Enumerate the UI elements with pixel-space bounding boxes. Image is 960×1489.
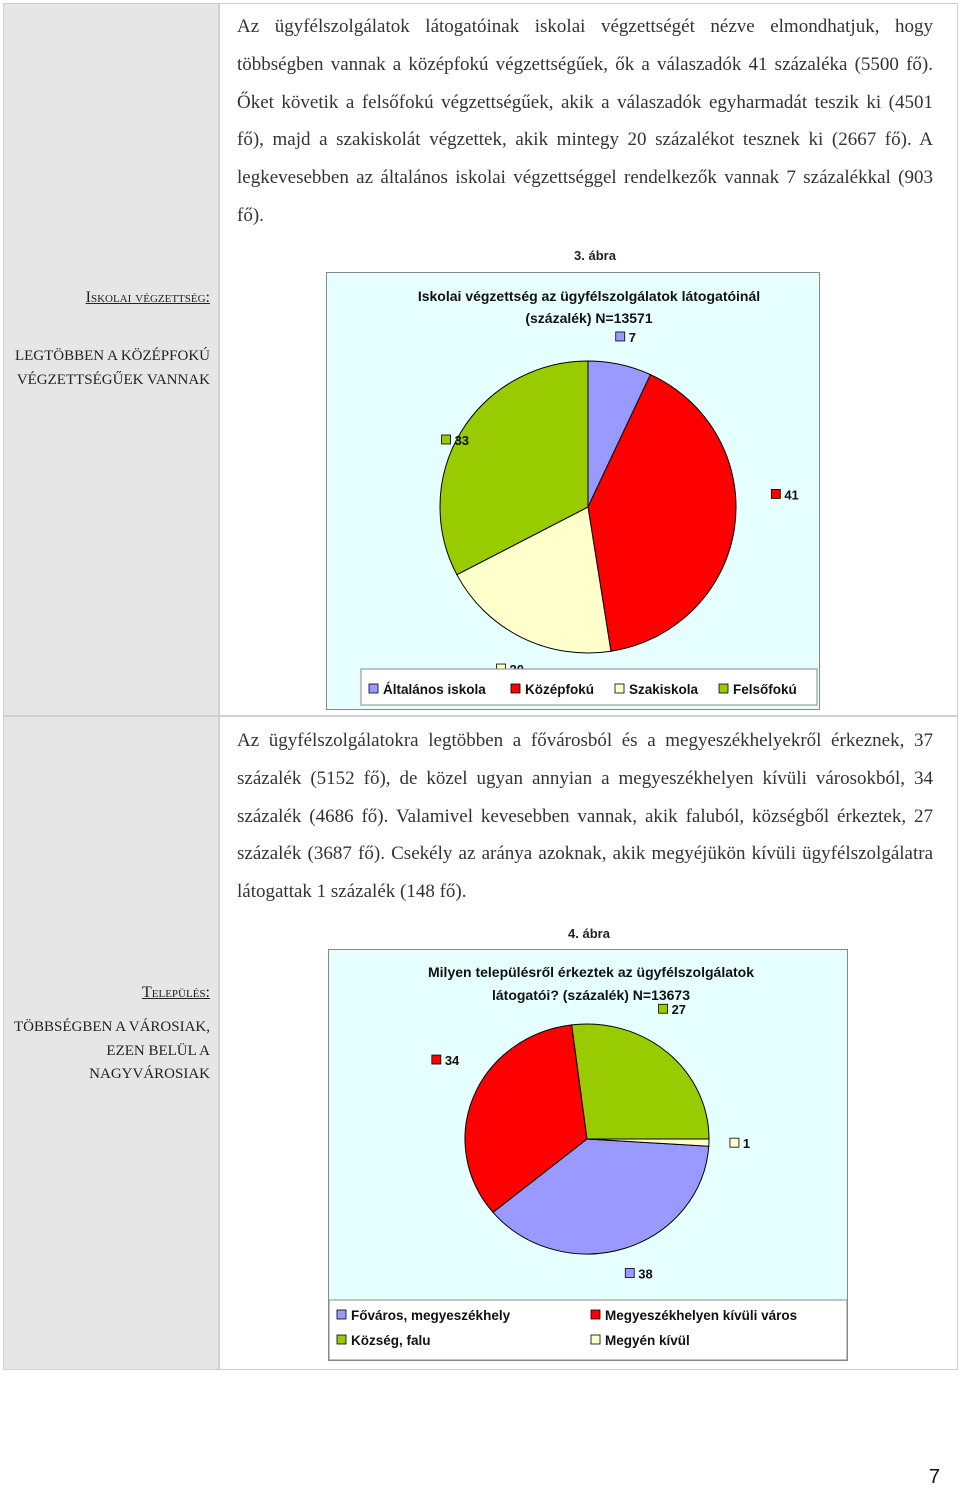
data-label-swatch — [616, 332, 625, 341]
legend-swatch-szakiskola — [615, 684, 624, 693]
legend-item-megyen-kivul: Megyén kívül — [605, 1333, 690, 1348]
data-label-swatch — [625, 1268, 634, 1277]
side-text-settlement: TÖBBSÉGBEN A VÁROSIAK, EZEN BELÜL A NAGYVÁROSIAK — [13, 1019, 210, 1082]
legend-swatch-megyen-kivul — [591, 1335, 600, 1344]
data-label-megyen-kivul: 1 — [742, 1136, 751, 1152]
data-label-swatch — [432, 1055, 441, 1064]
data-label-swatch — [659, 1004, 668, 1013]
education-pie-svg — [327, 273, 819, 709]
side-heading-settlement: Település: — [142, 984, 210, 1001]
legend-item-altalanos-iskola: Általános iskola — [383, 682, 486, 697]
data-label-altalanos-iskola: 7 — [628, 329, 636, 345]
chart-title-line2: (százalék) N=13571 — [525, 310, 653, 326]
chart-title-line2: látogatói? (százalék) N=13673 — [491, 987, 691, 1003]
legend-swatch-altalanos-iskola — [369, 684, 378, 693]
legend — [369, 682, 797, 697]
data-label-fovaros-megyeszekhely: 38 — [638, 1266, 653, 1282]
figure-label-4: 4. ábra — [568, 926, 610, 941]
chart-title-line1: Milyen településről érkeztek az ügyfélszolgálatok — [428, 964, 754, 980]
legend-item-szakiskola: Szakiskola — [629, 682, 699, 697]
settlement-pie-svg — [329, 950, 847, 1360]
legend-item-felsofoku: Felsőfokú — [733, 682, 797, 697]
settlement-pie-chart — [328, 949, 848, 1361]
legend-item-fovaros-megyeszekhely: Főváros, megyeszékhely — [351, 1308, 511, 1323]
data-label-felsofoku: 33 — [454, 433, 470, 449]
data-label-swatch — [730, 1138, 739, 1147]
settlement-paragraph: Az ügyfélszolgálatokra legtöbben a fővárosból és a megyeszékhelyekről érkeznek, 37 százalék (5152 fő), de közel ugyan annyian a megyeszékhelyen kívüli városokból, 34 százalék (4686 fő). Valamivel kevesebben vannak, akik faluból, községből érkeztek, 27 százalék (3687 fő). Csekély az aránya azoknak, akik megyéjükön kívüli ügyfélszolgálatra látogattak 1 százalék (148 fő). — [237, 730, 933, 903]
legend-item-kozseg-falu: Község, falu — [351, 1333, 431, 1348]
side-text-education: LEGTÖBBEN A KÖZÉPFOKÚ VÉGZETTSÉGŰEK VANNAK — [14, 348, 210, 388]
legend-item-kozepfoku: Középfokú — [525, 682, 594, 697]
legend-swatch-megyeszekhelyen-kivuli-varos — [591, 1310, 600, 1319]
legend-swatch-felsofoku — [719, 684, 728, 693]
pie-slices — [440, 361, 736, 653]
data-label-kozseg-falu: 27 — [671, 1002, 687, 1018]
data-label-megyeszekhelyen-kivuli-varos: 34 — [444, 1053, 460, 1069]
page-number: 7 — [928, 1466, 940, 1488]
legend-swatch-kozseg-falu — [337, 1335, 346, 1344]
education-pie-chart — [326, 272, 820, 710]
legend-swatch-kozepfoku — [511, 684, 520, 693]
chart-title-line1: Iskolai végzettség az ügyfélszolgálatok látogatóinál — [417, 288, 761, 304]
pie-slices — [465, 1024, 709, 1254]
legend-item-megyeszekhelyen-kivuli-varos: Megyeszékhelyen kívüli város — [605, 1308, 798, 1323]
legend-swatch-fovaros-megyeszekhely — [337, 1310, 346, 1319]
data-label-kozepfoku: 41 — [784, 487, 799, 503]
data-label-swatch — [771, 489, 780, 498]
education-paragraph: Az ügyfélszolgálatok látogatóinak iskolai végzettségét nézve elmondhatjuk, hogy többségben vannak a középfokú végzettségűek, ők a válaszadók 41 százaléka (5500 fő). Őket követik a felsőfokú végzettségűek, akik a válaszadók egyharmadát teszik ki (4501 fő), majd a szakiskolát végzettek, akik mintegy 20 százalékot tesznek ki (2667 fő). A legkevesebben az általános iskolai végzettséggel rendelkezők vannak 7 százalékkal (903 fő). — [237, 16, 933, 226]
side-heading-education: Iskolai végzettség: — [85, 289, 210, 306]
figure-label-3: 3. ábra — [574, 248, 616, 263]
data-label-swatch — [442, 435, 451, 444]
